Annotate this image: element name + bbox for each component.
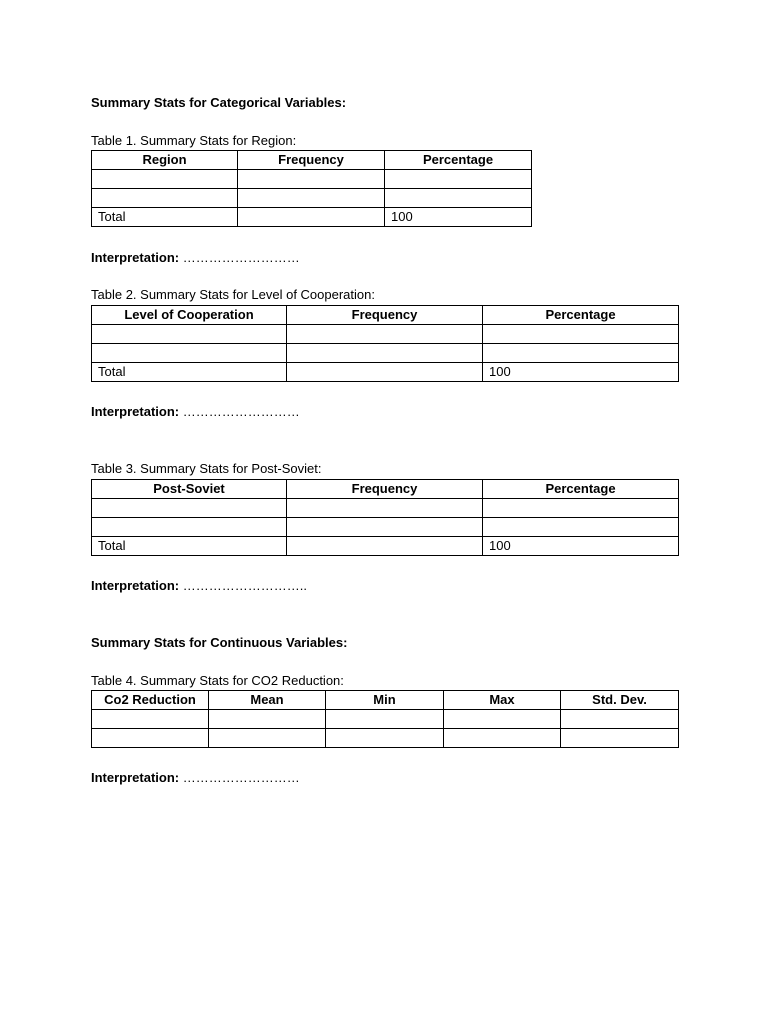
- table-header-row: [92, 480, 679, 499]
- empty-cell[interactable]: [287, 499, 483, 518]
- empty-cell[interactable]: [326, 710, 444, 729]
- header-cell: Max: [444, 691, 561, 710]
- table4-caption: Table 4. Summary Stats for CO2 Reduction:: [91, 673, 344, 688]
- header-cell: Frequency: [238, 151, 385, 170]
- header-cell: Percentage: [483, 480, 679, 499]
- table-row: [92, 344, 679, 363]
- empty-cell[interactable]: [92, 170, 238, 189]
- total-row: [92, 537, 679, 556]
- table-row: [92, 189, 532, 208]
- empty-cell[interactable]: [444, 710, 561, 729]
- table-level-of-cooperation: [91, 305, 679, 382]
- header-cell: Level of Cooperation: [92, 306, 287, 325]
- empty-cell[interactable]: [561, 729, 679, 748]
- empty-cell[interactable]: [287, 363, 483, 382]
- empty-cell[interactable]: [92, 499, 287, 518]
- table-header-row: [92, 691, 679, 710]
- empty-cell[interactable]: [238, 189, 385, 208]
- empty-cell[interactable]: [209, 729, 326, 748]
- table-header-row: [92, 306, 679, 325]
- empty-cell[interactable]: [483, 518, 679, 537]
- empty-cell[interactable]: [483, 499, 679, 518]
- total-label: Total: [92, 363, 287, 382]
- interpretation-label: Interpretation:: [91, 578, 180, 593]
- interpretation-dots: ………………………..: [179, 578, 307, 593]
- total-label: Total: [92, 208, 238, 227]
- header-cell: Percentage: [385, 151, 532, 170]
- header-cell: Post-Soviet: [92, 480, 287, 499]
- empty-cell[interactable]: [92, 344, 287, 363]
- table-post-soviet: [91, 479, 679, 556]
- interpretation-3: [91, 578, 307, 593]
- section-heading-continuous: Summary Stats for Continuous Variables:: [91, 635, 348, 650]
- table-row: [92, 170, 532, 189]
- interpretation-4: [91, 770, 300, 785]
- empty-cell[interactable]: [287, 537, 483, 556]
- interpretation-dots: ………………………: [179, 250, 300, 265]
- interpretation-label: Interpretation:: [91, 770, 180, 785]
- header-cell: Std. Dev.: [561, 691, 679, 710]
- interpretation-label: Interpretation:: [91, 404, 180, 419]
- empty-cell[interactable]: [92, 189, 238, 208]
- table1-caption: Table 1. Summary Stats for Region:: [91, 133, 297, 148]
- interpretation-1: [91, 250, 300, 265]
- table-row: [92, 710, 679, 729]
- empty-cell[interactable]: [238, 170, 385, 189]
- table-co2-reduction: [91, 690, 679, 748]
- total-percentage: 100: [385, 208, 532, 227]
- section-heading-categorical: Summary Stats for Categorical Variables:: [91, 95, 347, 110]
- table-region: [91, 150, 532, 227]
- total-row: [92, 363, 679, 382]
- empty-cell[interactable]: [444, 729, 561, 748]
- empty-cell[interactable]: [92, 729, 209, 748]
- table-row: [92, 729, 679, 748]
- empty-cell[interactable]: [238, 208, 385, 227]
- table2-caption: Table 2. Summary Stats for Level of Cooperation:: [91, 287, 375, 302]
- interpretation-label: Interpretation:: [91, 250, 180, 265]
- header-cell: Min: [326, 691, 444, 710]
- table-header-row: [92, 151, 532, 170]
- table3-caption: Table 3. Summary Stats for Post-Soviet:: [91, 461, 322, 476]
- empty-cell[interactable]: [385, 189, 532, 208]
- total-percentage: 100: [483, 537, 679, 556]
- empty-cell[interactable]: [209, 710, 326, 729]
- empty-cell[interactable]: [287, 344, 483, 363]
- interpretation-dots: ………………………: [179, 404, 300, 419]
- total-row: [92, 208, 532, 227]
- header-cell: Frequency: [287, 306, 483, 325]
- header-cell: Percentage: [483, 306, 679, 325]
- empty-cell[interactable]: [287, 518, 483, 537]
- empty-cell[interactable]: [92, 325, 287, 344]
- header-cell: Frequency: [287, 480, 483, 499]
- empty-cell[interactable]: [483, 325, 679, 344]
- empty-cell[interactable]: [561, 710, 679, 729]
- empty-cell[interactable]: [92, 710, 209, 729]
- total-percentage: 100: [483, 363, 679, 382]
- table-row: [92, 518, 679, 537]
- empty-cell[interactable]: [483, 344, 679, 363]
- total-label: Total: [92, 537, 287, 556]
- empty-cell[interactable]: [287, 325, 483, 344]
- table-row: [92, 325, 679, 344]
- header-cell: Co2 Reduction: [92, 691, 209, 710]
- empty-cell[interactable]: [326, 729, 444, 748]
- interpretation-2: [91, 404, 300, 419]
- table-row: [92, 499, 679, 518]
- header-cell: Region: [92, 151, 238, 170]
- header-cell: Mean: [209, 691, 326, 710]
- interpretation-dots: ………………………: [179, 770, 300, 785]
- empty-cell[interactable]: [385, 170, 532, 189]
- empty-cell[interactable]: [92, 518, 287, 537]
